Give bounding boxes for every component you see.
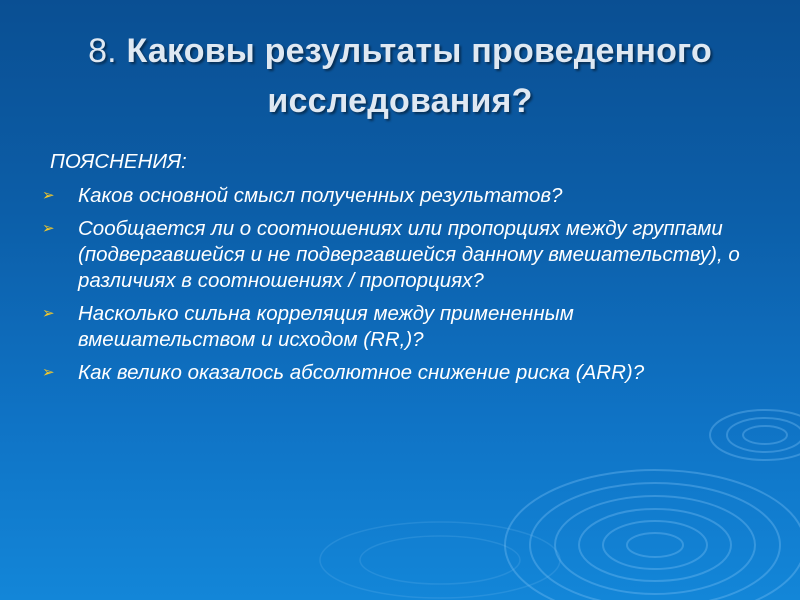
bullet-item: [36, 301, 756, 353]
arrowhead-icon: ➢: [42, 364, 55, 381]
bullet-text: Как велико оказалось абсолютное снижение риска (ARR)?: [78, 361, 645, 384]
bullet-list: [36, 183, 756, 386]
bullet-item: [36, 183, 756, 209]
slide-title-text: Каковы результаты проведенного исследования?: [126, 32, 712, 120]
explanations-heading: ПОЯСНЕНИЯ:: [50, 150, 187, 173]
bullet-item: [36, 216, 756, 294]
slide-title-number: 8.: [88, 32, 117, 70]
slide-title: [0, 26, 800, 126]
bullet-text: Сообщается ли о соотношениях или пропорциях между группами (подвергавшейся и не подвергавшейся данному вмешательству), о различиях в соотношениях / пропорциях?: [78, 217, 740, 292]
arrowhead-icon: ➢: [42, 187, 55, 204]
bullet-text: Насколько сильна корреляция между примененным вмешательством и исходом (RR,)?: [78, 302, 574, 351]
bullet-text: Каков основной смысл полученных результатов?: [78, 184, 563, 207]
slide-body: [36, 149, 756, 393]
bullet-item: [36, 360, 756, 386]
arrowhead-icon: ➢: [42, 220, 55, 237]
arrowhead-icon: ➢: [42, 305, 55, 322]
